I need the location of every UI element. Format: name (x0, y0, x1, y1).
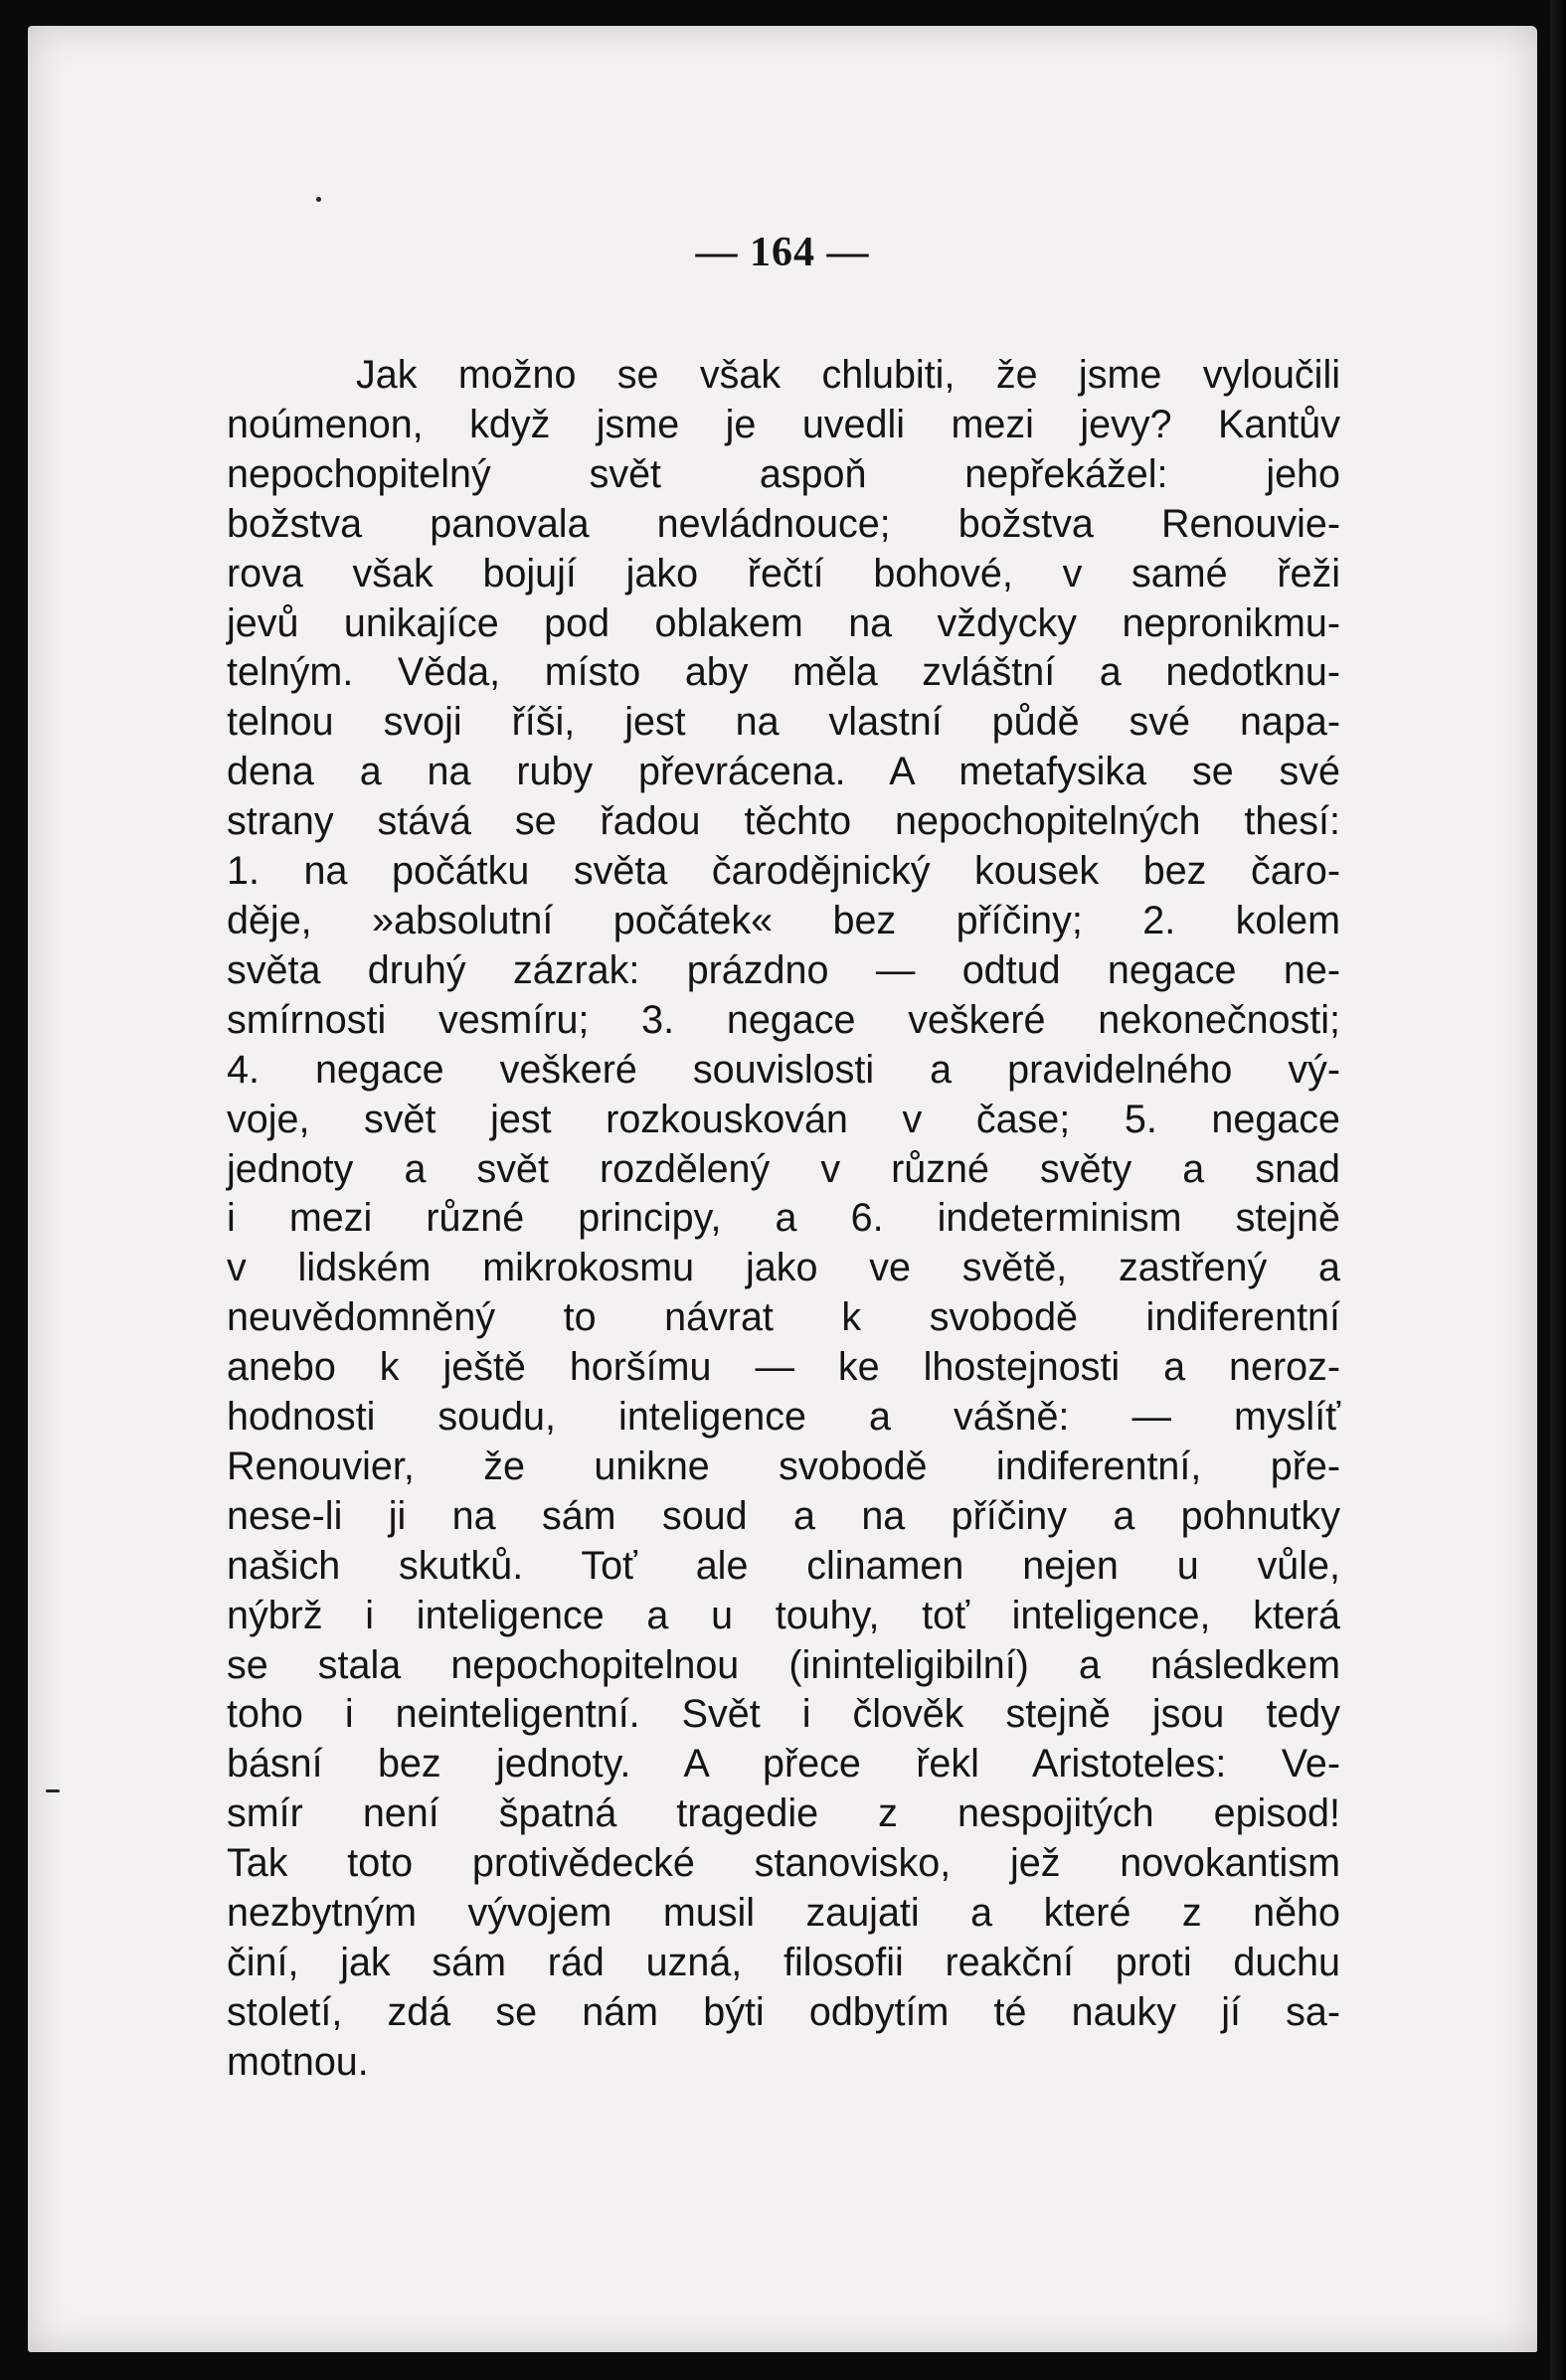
text-line: básní bez jednoty. A přece řekl Aristoteles: Ve- (227, 1742, 1340, 1786)
text-line: se stala nepochopitelnou (ininteligibilní) a následkem (227, 1642, 1340, 1687)
text-line: nese-li ji na sám soud a na příčiny a pohnutky (227, 1493, 1340, 1538)
text-line: smír není špatná tragedie z nespojitých episod! (227, 1791, 1340, 1836)
text-line: nýbrž i inteligence a u touhy, toť inteligence, která (227, 1593, 1340, 1637)
text-line: neuvědomněný to návrat k svobodě indiferentní (227, 1295, 1340, 1340)
text-line: motnou. (227, 2039, 369, 2084)
text-line: noúmenon, když jsme je uvedli mezi jevy? Kantův (227, 402, 1340, 446)
text-line: Jak možno se však chlubiti, že jsme vyloučili (356, 353, 1340, 397)
dust-speck (46, 1789, 60, 1792)
text-line: jednoty a svět rozdělený v různé světy a snad (227, 1146, 1340, 1191)
text-line: jevů unikajíce pod oblakem na vždycky nepronikmu- (227, 600, 1340, 645)
text-line: telnou svoji říši, jest na vlastní půdě své napa- (227, 700, 1340, 745)
text-line: dena a na ruby převrácena. A metafysika se své (227, 750, 1340, 794)
text-line: toho i neinteligentní. Svět i člověk stejně jsou tedy (227, 1692, 1340, 1737)
text-line: století, zdá se nám býti odbytím té nauky jí sa- (227, 1989, 1340, 2034)
book-page (28, 26, 1537, 2352)
text-line: 4. negace veškeré souvislosti a pravidelného vý- (227, 1047, 1340, 1092)
text-line: voje, svět jest rozkouskován v čase; 5. negace (227, 1097, 1340, 1141)
text-line: činí, jak sám rád uzná, filosofii reakční proti duchu (227, 1941, 1340, 1984)
dust-speck (316, 197, 321, 202)
page-body-text (227, 351, 1340, 2088)
text-line: děje, »absolutní počátek« bez příčiny; 2. kolem (227, 898, 1340, 942)
text-line: našich skutků. Toť ale clinamen nejen u vůle, (227, 1543, 1340, 1588)
text-line: nezbytným vývojem musil zaujati a které z něho (227, 1891, 1340, 1936)
text-line: v lidském mikrokosmu jako ve světě, zastřený a (227, 1246, 1340, 1290)
text-line: božstva panovala nevládnouce; božstva Renouvie- (227, 501, 1340, 546)
text-line: anebo k ještě horšímu — ke lhostejnosti a neroz- (227, 1345, 1340, 1390)
text-line: telným. Věda, místo aby měla zvláštní a nedotknu- (227, 650, 1340, 695)
text-line: světa druhý zázrak: prázdno — odtud negace ne- (227, 947, 1340, 992)
text-line: i mezi různé principy, a 6. indeterminism stejně (227, 1196, 1340, 1241)
text-line: 1. na počátku světa čarodějnický kousek bez čaro- (227, 849, 1340, 894)
text-line: rova však bojují jako řečtí bohové, v samé řeži (227, 551, 1340, 595)
book-spine-edge (1550, 0, 1566, 2380)
text-line: Renouvier, že unikne svobodě indiferentní, pře- (227, 1444, 1340, 1488)
text-line: strany stává se řadou těchto nepochopitelných thesí: (227, 799, 1340, 844)
text-line: nepochopitelný svět aspoň nepřekážel: jeho (227, 451, 1340, 496)
text-line: Tak toto protivědecké stanovisko, jež novokantism (227, 1841, 1340, 1886)
text-line: hodnosti soudu, inteligence a vášně: — myslíť (227, 1395, 1340, 1440)
text-line: smírnosti vesmíru; 3. negace veškeré nekonečnosti; (227, 997, 1340, 1042)
page-number: — 164 — (695, 230, 870, 275)
